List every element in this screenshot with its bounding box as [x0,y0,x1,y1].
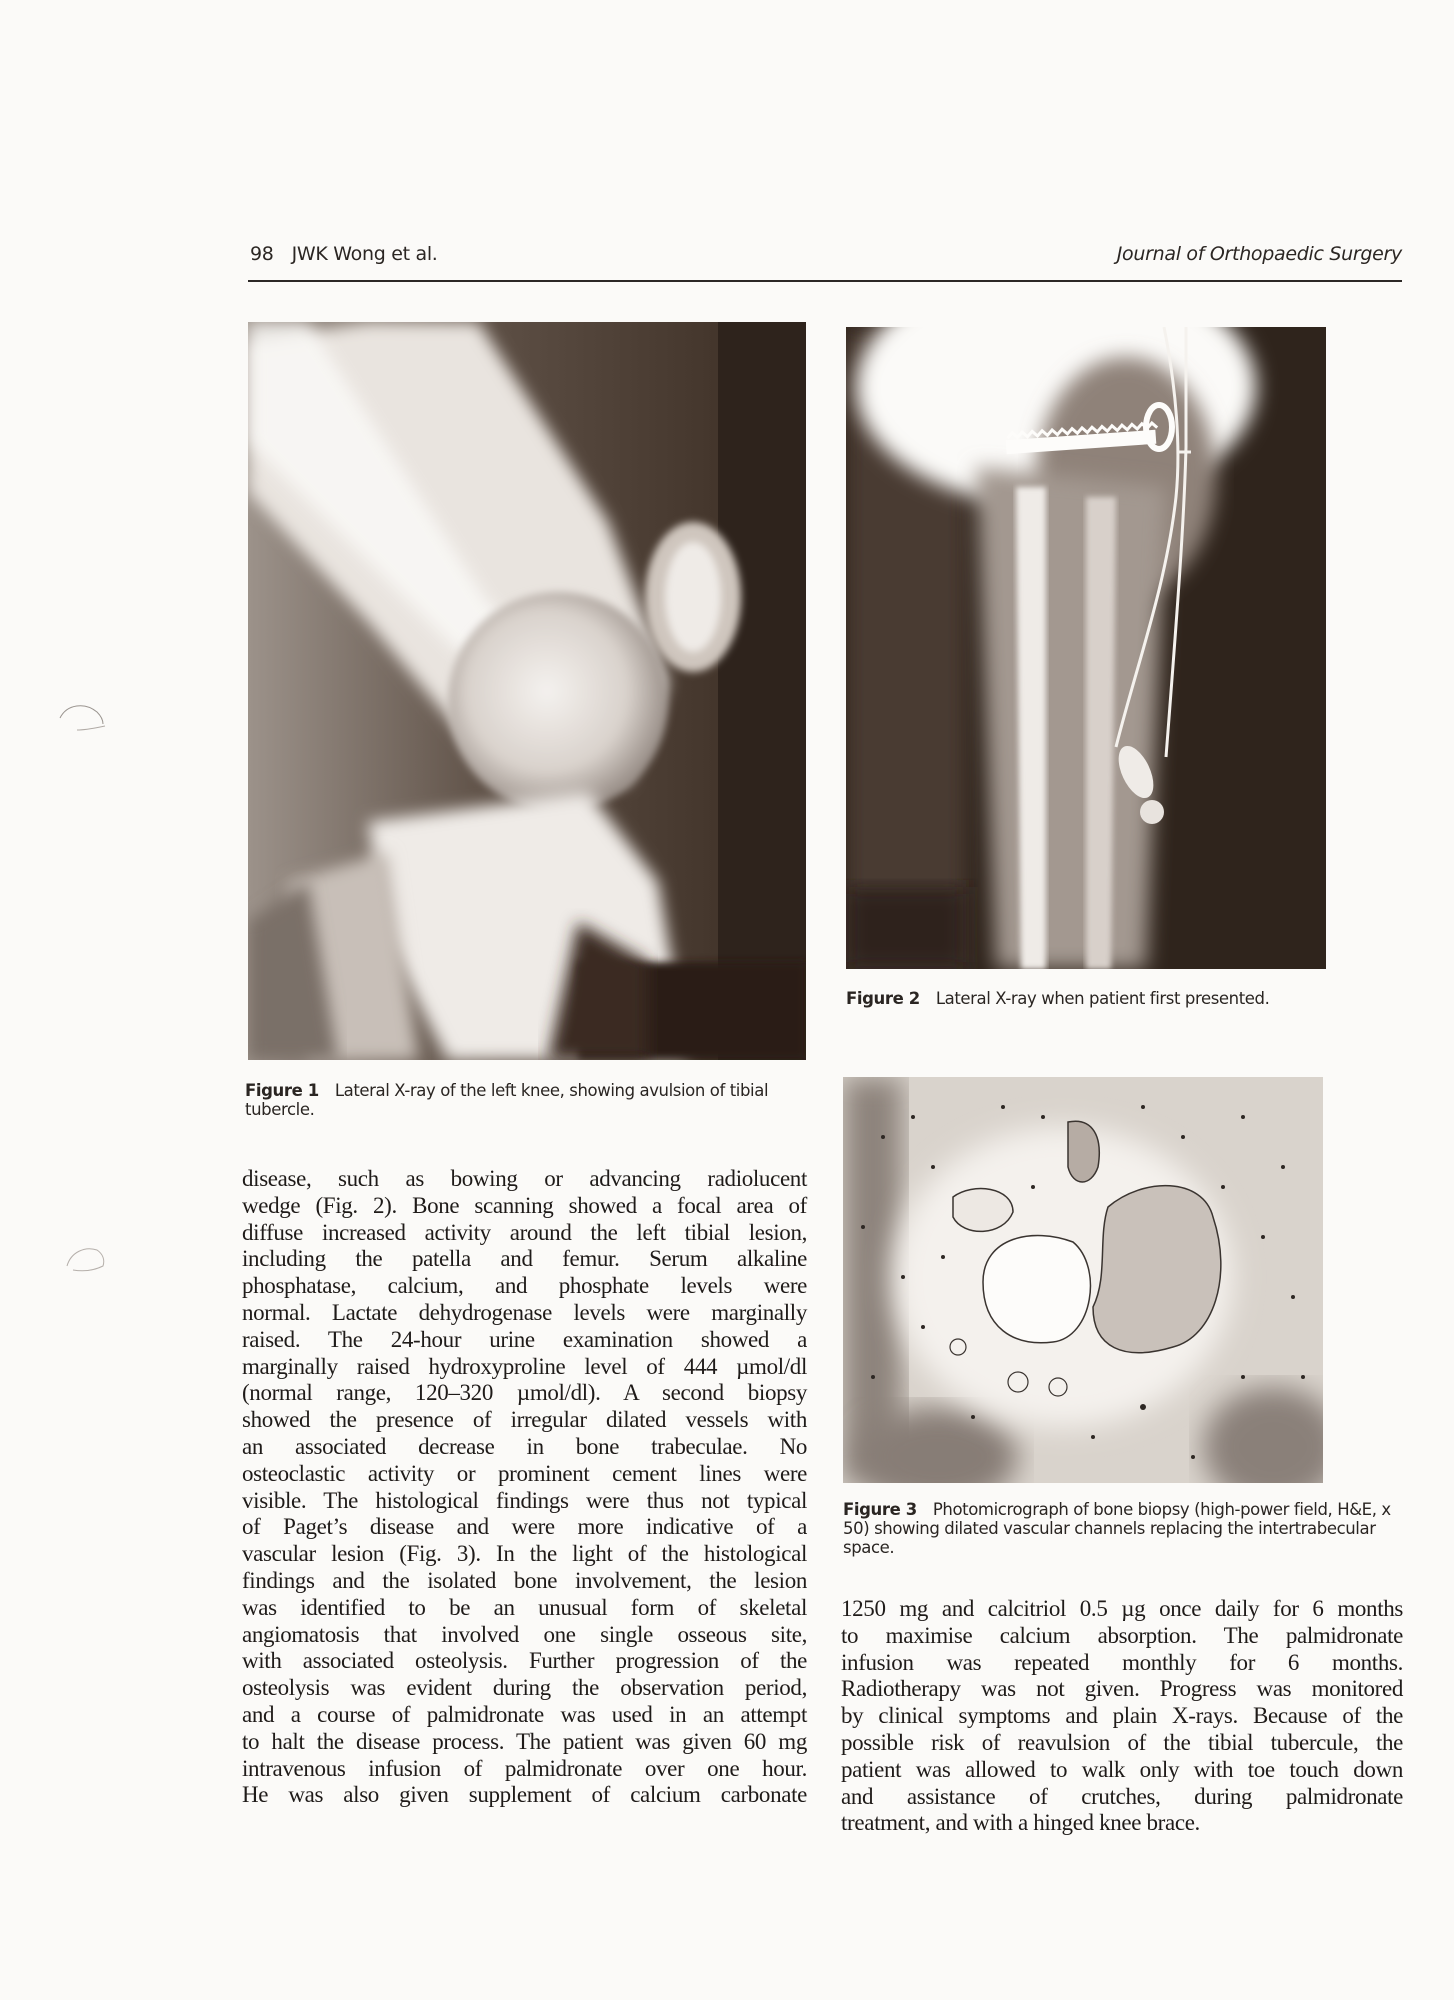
text-line: to maximise calcium absorption. The palmidronate [841,1622,1403,1648]
text-line: and a course of palmidronate was used in an attempt [242,1701,807,1727]
text-line: Radiotherapy was not given. Progress was monitored [841,1676,1403,1702]
text-line: disease, such as bowing or advancing radiolucent [242,1166,807,1191]
figure-2-caption [846,989,1406,1008]
text-line: showed the presence of irregular dilated vessels with [242,1407,807,1433]
text-line: of Paget’s disease and were more indicative of a [242,1514,807,1540]
text-line: raised. The 24-hour urine examination showed a [242,1326,807,1352]
text-line: vascular lesion (Fig. 3). In the light of the histological [242,1541,807,1567]
body-column-left [242,1166,807,1809]
punch-hole-mark [55,1240,115,1276]
text-line: with associated osteolysis. Further progression of the [242,1648,807,1674]
text-line: osteoclastic activity or prominent cement lines were [242,1460,807,1486]
figure-2-label: Figure 2 [846,989,920,1008]
text-line: osteolysis was evident during the observation period, [242,1675,807,1701]
text-line: infusion was repeated monthly for 6 months. [841,1649,1403,1675]
figure-1-label: Figure 1 [245,1081,319,1100]
text-line: He was also given supplement of calcium carbonate [242,1782,807,1808]
text-line: normal. Lactate dehydrogenase levels were marginally [242,1299,807,1325]
text-line: diffuse increased activity around the left tibial lesion, [242,1219,807,1245]
text-line: visible. The histological findings were thus not typical [242,1487,807,1513]
punch-hole-mark [55,700,115,736]
text-line: including the patella and femur. Serum alkaline [242,1246,807,1272]
text-line: 1250 mg and calcitriol 0.5 µg once daily for 6 months [841,1596,1403,1621]
header-rule [248,280,1402,282]
text-line: by clinical symptoms and plain X-rays. Because of the [841,1703,1403,1729]
text-line: findings and the isolated bone involvement, the lesion [242,1567,807,1593]
text-line: to halt the disease process. The patient was given 60 mg [242,1728,807,1754]
text-line: and assistance of crutches, during palmidronate [841,1783,1403,1809]
text-line: possible risk of reavulsion of the tibial tubercule, the [841,1729,1403,1755]
text-line: marginally raised hydroxyproline level of 444 µmol/dl [242,1353,807,1379]
figure-3-label: Figure 3 [843,1500,917,1519]
figure-3-image [843,1077,1323,1483]
figure-3-caption [843,1500,1403,1557]
text-line: intravenous infusion of palmidronate over one hour. [242,1755,807,1781]
knee-xray-illustration [248,322,806,1060]
figure-2-caption-text: Lateral X-ray when patient first presented. [935,989,1270,1008]
page-number: 98 [250,243,274,265]
running-header-left [250,243,438,265]
figure-3-caption-text: Photomicrograph of bone biopsy (high-power field, H&E, x 50) showing dilated vascular channels replacing the intertrabecular space. [843,1500,1391,1557]
photomicrograph-illustration [843,1077,1323,1483]
figure-2-image [846,327,1326,969]
text-line: angiomatosis that involved one single osseous site, [242,1621,807,1647]
text-line: (normal range, 120–320 µmol/dl). A second biopsy [242,1380,807,1406]
header-authors: JWK Wong et al. [291,243,438,265]
figure-1-caption-text: Lateral X-ray of the left knee, showing avulsion of tibial tubercle. [245,1081,769,1119]
text-line: was identified to be an unusual form of skeletal [242,1594,807,1620]
figure-1-image [248,322,806,1060]
header-journal-title: Journal of Orthopaedic Surgery [1116,243,1402,265]
body-column-right [841,1596,1403,1837]
text-line: an associated decrease in bone trabeculae. No [242,1433,807,1459]
text-line: patient was allowed to walk only with toe touch down [841,1756,1403,1782]
text-line: phosphatase, calcium, and phosphate levels were [242,1273,807,1299]
figure-1-caption [245,1081,810,1119]
text-line: wedge (Fig. 2). Bone scanning showed a focal area of [242,1192,807,1218]
text-line: treatment, and with a hinged knee brace. [841,1810,1200,1836]
tibia-xray-illustration [846,327,1326,969]
